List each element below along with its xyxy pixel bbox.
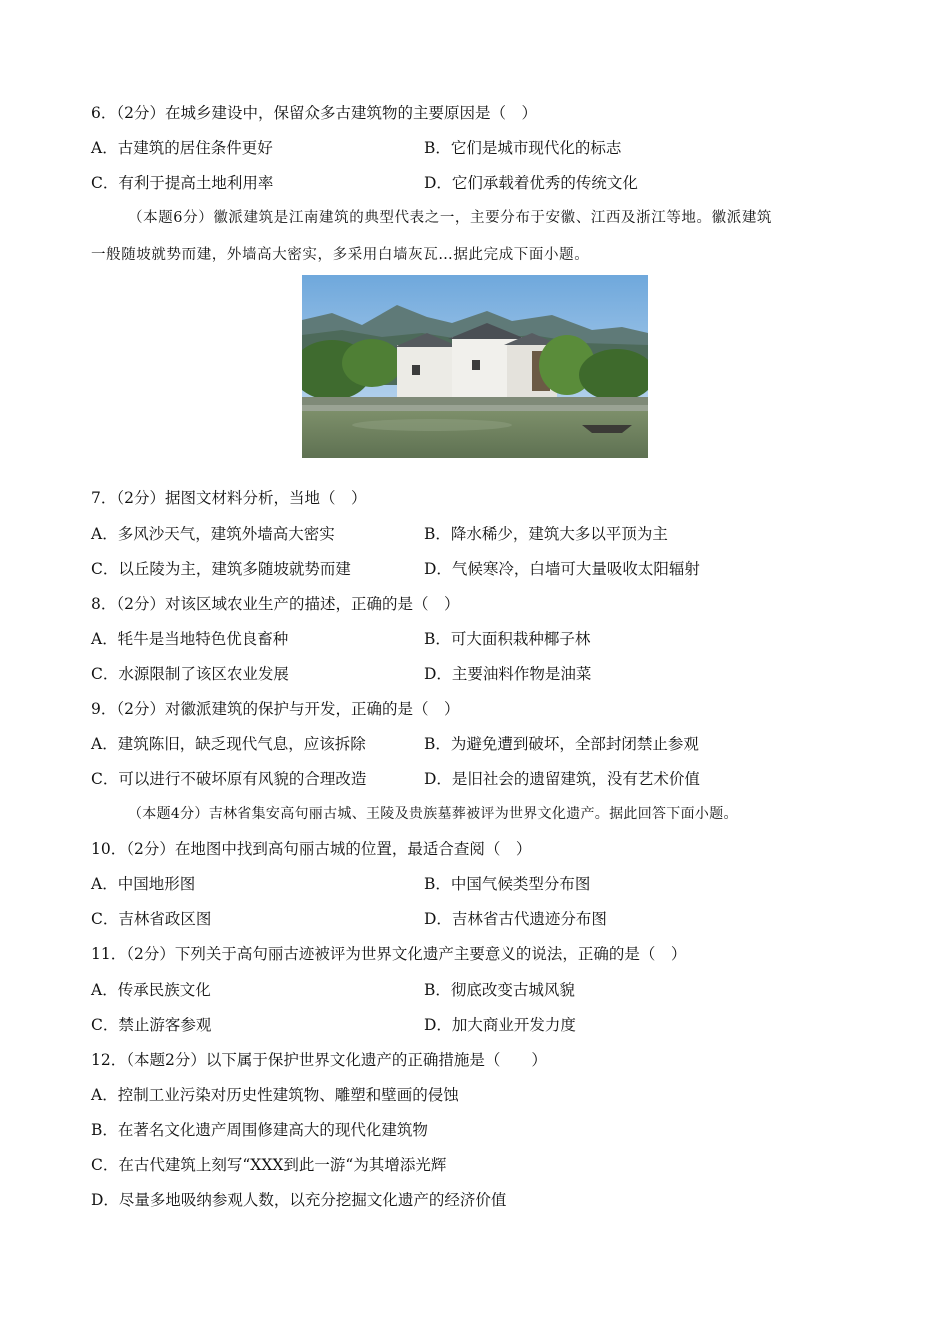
q7-option-c: C．以丘陵为主，建筑多随坡就势而建 [91, 560, 351, 578]
q11-option-a: A．传承民族文化 [91, 981, 211, 999]
q7-option-b: B．降水稀少，建筑大多以平顶为主 [424, 525, 668, 543]
q6-stem: 6．（2分）在城乡建设中，保留众多古建筑物的主要原因是（ ） [91, 104, 537, 122]
intro-gaogouli: （本题4分）吉林省集安高句丽古城、王陵及贵族墓葬被评为世界文化遗产。据此回答下面小题。 [128, 806, 738, 822]
q11-stem: 11．（2分）下列关于高句丽古迹被评为世界文化遗产主要意义的说法，正确的是（ ） [91, 945, 687, 963]
q8-stem: 8．（2分）对该区域农业生产的描述，正确的是（ ） [91, 595, 460, 613]
q11-option-c: C．禁止游客参观 [91, 1016, 212, 1034]
q10-option-d: D．吉林省古代遗迹分布图 [424, 910, 607, 928]
q6-option-b: B．它们是城市现代化的标志 [424, 139, 622, 157]
q11-option-b: B．彻底改变古城风貌 [424, 981, 575, 999]
intro-huipai-line2: 一般随坡就势而建，外墙高大密实，多采用白墙灰瓦…据此完成下面小题。 [91, 247, 590, 263]
q9-option-d: D．是旧社会的遗留建筑，没有艺术价值 [424, 770, 700, 788]
q12-option-a: A．控制工业污染对历史性建筑物、雕塑和壁画的侵蚀 [91, 1086, 459, 1104]
q9-stem: 9．（2分）对徽派建筑的保护与开发，正确的是（ ） [91, 700, 460, 718]
q8-option-c: C．水源限制了该区农业发展 [91, 665, 289, 683]
q12-option-b: B．在著名文化遗产周围修建高大的现代化建筑物 [91, 1121, 428, 1139]
q12-option-d: D．尽量多地吸纳参观人数，以充分挖掘文化遗产的经济价值 [91, 1191, 507, 1209]
q10-option-a: A．中国地形图 [91, 875, 196, 893]
q8-option-b: B．可大面积栽种椰子林 [424, 630, 591, 648]
q7-option-d: D．气候寒冷，白墙可大量吸收太阳辐射 [424, 560, 700, 578]
huipai-architecture-photo [302, 275, 648, 458]
q10-option-c: C．吉林省政区图 [91, 910, 212, 928]
q11-option-d: D．加大商业开发力度 [424, 1016, 576, 1034]
q12-option-c: C．在古代建筑上刻写“XXX到此一游“为其增添光辉 [91, 1156, 447, 1174]
q6-option-a: A．古建筑的居住条件更好 [91, 139, 273, 157]
intro-huipai-line1: （本题6分）徽派建筑是江南建筑的典型代表之一，主要分布于安徽、江西及浙江等地。徽派建筑 [128, 210, 773, 226]
q7-stem: 7．（2分）据图文材料分析，当地（ ） [91, 489, 367, 507]
q10-stem: 10．（2分）在地图中找到高句丽古城的位置，最适合查阅（ ） [91, 840, 532, 858]
q12-stem: 12．（本题2分）以下属于保护世界文化遗产的正确措施是（ ） [91, 1051, 547, 1069]
q7-option-a: A．多风沙天气，建筑外墙高大密实 [91, 525, 335, 543]
q9-option-c: C．可以进行不破坏原有风貌的合理改造 [91, 770, 367, 788]
q8-option-a: A．牦牛是当地特色优良畜种 [91, 630, 289, 648]
q10-option-b: B．中国气候类型分布图 [424, 875, 591, 893]
q8-option-d: D．主要油料作物是油菜 [424, 665, 592, 683]
q6-option-d: D．它们承载着优秀的传统文化 [424, 174, 638, 192]
q6-option-c: C．有利于提高土地利用率 [91, 174, 274, 192]
q9-option-a: A．建筑陈旧，缺乏现代气息，应该拆除 [91, 735, 366, 753]
q9-option-b: B．为避免遭到破坏，全部封闭禁止参观 [424, 735, 699, 753]
